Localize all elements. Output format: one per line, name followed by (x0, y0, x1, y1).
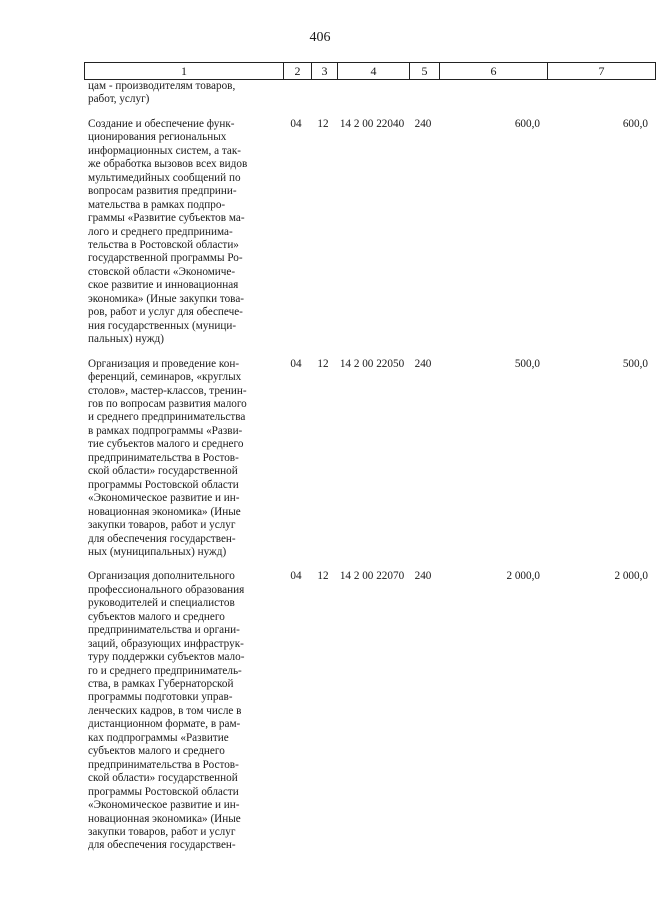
row-expense-type: 240 (414, 570, 432, 583)
row-amount-2: 500,0 (622, 357, 648, 370)
table-row (84, 570, 654, 853)
row-subsection: 12 (317, 117, 329, 130)
row-description: Создание и обеспечение функ- ционирования региональных информационных систем, а так- же обработка вызовов всех видов мультимедийных сообщений по вопросам развития предприни- мательства в рамках подпро- граммы «Развитие субъектов ма- лого и среднего предпринима- тельства в Ростовской области» государственной программы Ро- стовской области «Экономиче- ское развитие и инновационная экономика» (Иные закупки това- ров, работ и услуг для обеспече- ния государственных (муници- пальных) нужд) (88, 117, 248, 346)
row-subsection: 12 (317, 570, 329, 583)
row-section: 04 (290, 570, 302, 583)
row-description: цам - производителям товаров, работ, услуг) (88, 80, 236, 106)
header-col-4: 4 (337, 63, 409, 79)
table-header (84, 62, 656, 80)
row-description: Организация дополнительного профессионального образования руководителей и специалистов субъектов малого и среднего предпринимательства и органи- заций, образующих инфраструк- туру поддержки субъектов мало- го и среднего предприниматель- ства, в рамках Губернаторской программы подготовки управ- ленческих кадров, в том числе в дистанционном формате, в рам- ках подпрограммы «Развитие субъектов малого и среднего предпринимательства в Ростов- ской области» государственной программы Ростовской области «Экономическое развитие и ин- новационная экономика» (Иные закупки товаров, работ и услуг для обеспечения государствен- (88, 570, 245, 852)
row-amount-1: 500,0 (514, 357, 540, 370)
row-section: 04 (290, 117, 302, 130)
row-amount-1: 2 000,0 (506, 570, 540, 583)
page-number: 406 (309, 30, 331, 45)
row-target-code: 14 2 00 22040 (339, 117, 405, 130)
header-col-6: 6 (439, 63, 547, 79)
row-section: 04 (290, 357, 302, 370)
table-body (84, 80, 654, 853)
row-amount-2: 600,0 (622, 117, 648, 130)
table-row (84, 118, 654, 347)
table-row-continuation (84, 80, 654, 107)
header-col-2: 2 (283, 63, 311, 79)
row-target-code: 14 2 00 22070 (339, 570, 405, 583)
row-expense-type: 240 (414, 357, 432, 370)
header-col-7: 7 (547, 63, 655, 79)
row-expense-type: 240 (414, 117, 432, 130)
row-subsection: 12 (317, 357, 329, 370)
row-target-code: 14 2 00 22050 (339, 357, 405, 370)
header-col-1: 1 (181, 64, 187, 78)
header-col-5: 5 (409, 63, 439, 79)
row-description: Организация и проведение кон- ференций, семинаров, «круглых столов», мастер-классов, тренин- гов по вопросам развития малого и среднего предпринимательства в рамках подпрограммы «Разви- тие субъектов малого и среднего предпринимательства в Ростов- ской области» государственной программы Ростовской области «Экономическое развитие и ин- новационная экономика» (Иные закупки товаров, работ и услуг для обеспечения государствен- ных (муниципальных) нужд) (88, 357, 247, 558)
row-amount-2: 2 000,0 (614, 570, 648, 583)
header-col-3: 3 (311, 63, 337, 79)
table-row (84, 358, 654, 560)
row-amount-1: 600,0 (514, 117, 540, 130)
